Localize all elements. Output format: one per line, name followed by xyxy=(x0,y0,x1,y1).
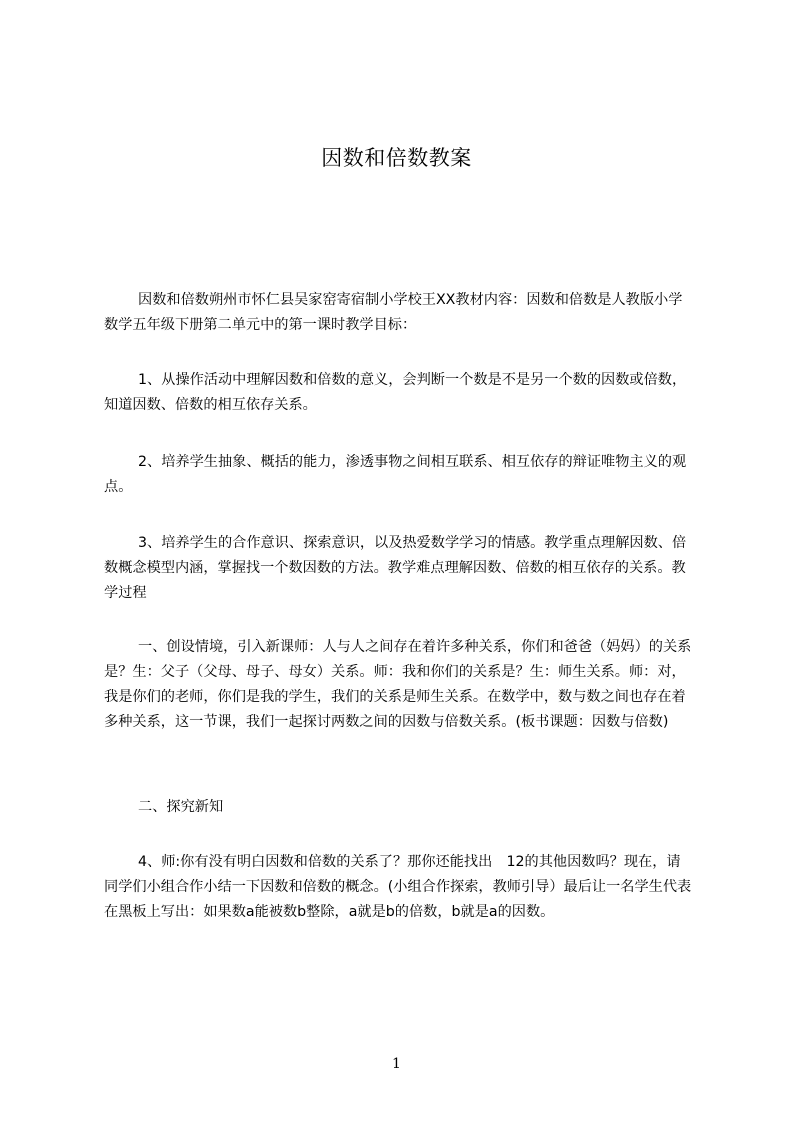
paragraph-goal-3: 3、培养学生的合作意识、探索意识，以及热爱数学学习的情感。教学重点理解因数、倍数概念模型内涵，掌握找一个数因数的方法。教学难点理解因数、倍数的相互依存的关系。教学过程 xyxy=(104,535,687,601)
page-number: 1 xyxy=(392,1056,401,1072)
document-title: 因数和倍数教案 xyxy=(321,146,472,170)
paragraph-goal-2: 2、培养学生抽象、概括的能力，渗透事物之间相互联系、相互依存的辩证唯物主义的观点。 xyxy=(104,454,687,495)
paragraph-goal-1: 1、从操作活动中理解因数和倍数的意义，会判断一个数是不是另一个数的因数或倍数，知道因数、倍数的相互依存关系。 xyxy=(104,372,687,413)
paragraph-step-4: 4、师:你有没有明白因数和倍数的关系了？那你还能找出 12的其他因数吗？现在，请同学们小组合作小结一下因数和倍数的概念。(小组合作探索，教师引导）最后让一名学生代表在黑板上写出：如果数a能被数b整除，a就是b的倍数，b就是a的因数。 xyxy=(104,854,692,920)
paragraph-section-2-heading: 二、探究新知 xyxy=(138,799,224,815)
paragraph-intro: 因数和倍数朔州市怀仁县吴家窑寄宿制小学校王XX教材内容：因数和倍数是人教版小学数学五年级下册第二单元中的第一课时教学目标： xyxy=(104,292,683,333)
paragraph-section-1: 一、创设情境，引入新课师：人与人之间存在着许多种关系，你们和爸爸（妈妈）的关系是？生：父子（父母、母子、母女）关系。师：我和你们的关系是？生：师生关系。师：对，我是你们的老师，你们是我的学生，我们的关系是师生关系。在数学中，数与数之间也存在着多种关系，这一节课，我们一起探讨两数之间的因数与倍数关系。(板书课题：因数与倍数) xyxy=(104,639,692,730)
